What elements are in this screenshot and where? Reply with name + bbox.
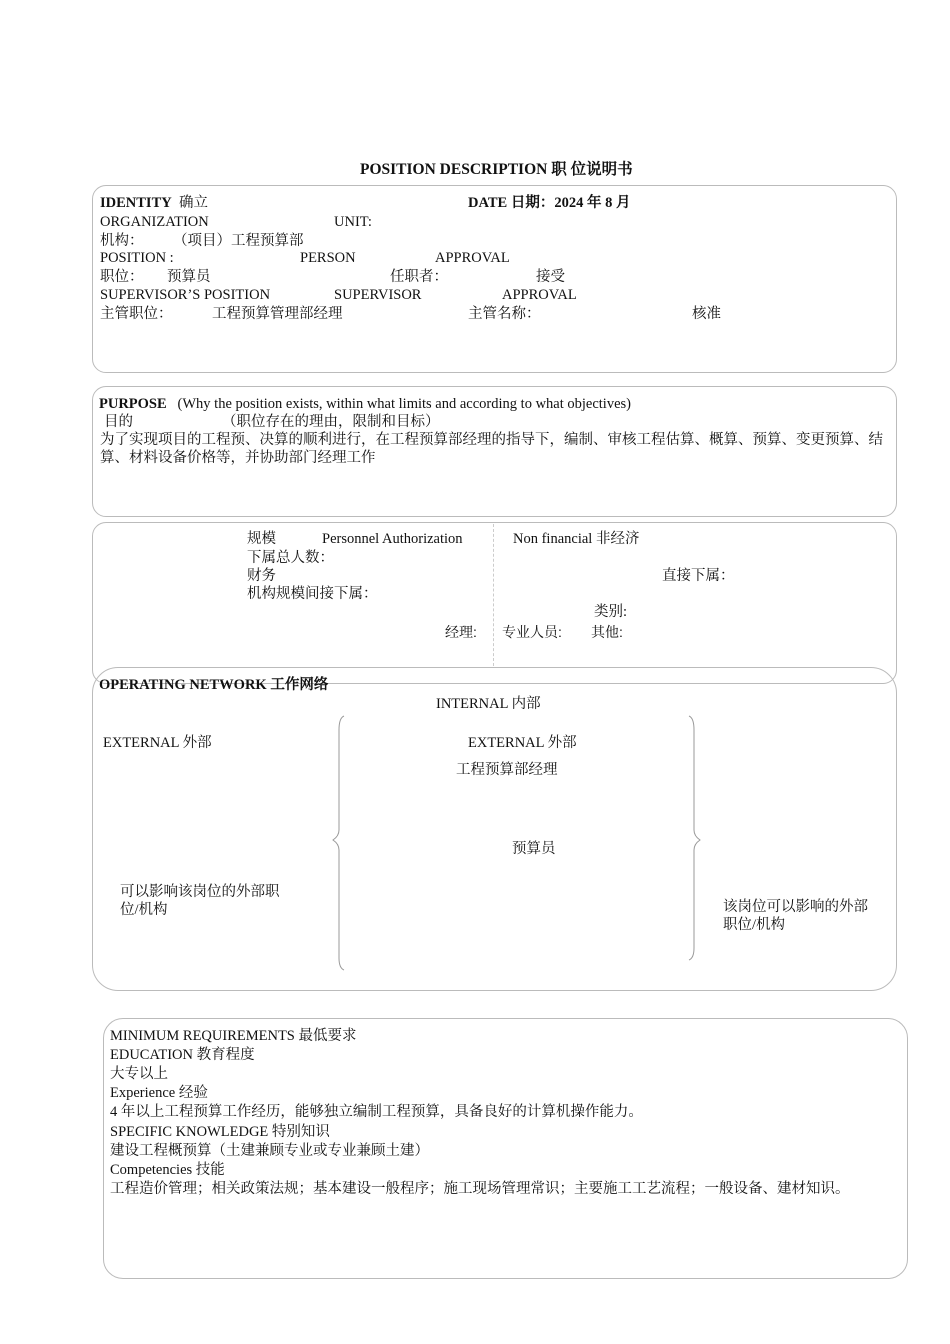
position-node: 预算员 <box>512 841 556 857</box>
indirect-subordinates-label: 机构规模间接下属： <box>247 586 378 602</box>
category-label: 类别: <box>594 604 628 620</box>
network-heading: OPERATING NETWORK 工作网络 <box>99 677 329 693</box>
organization-value: （项目）工程预算部 <box>173 233 304 249</box>
experience-label: Experience 经验 <box>110 1085 208 1101</box>
purpose-subtitle-cn: （职位存在的理由，限制和目标） <box>222 414 440 430</box>
supervisor-position-value: 工程预算管理部经理 <box>212 306 343 322</box>
manager-count-label: 经理: <box>445 624 477 640</box>
date-field: DATE 日期：2024 年 8 月 <box>468 195 631 211</box>
scale-divider <box>493 524 494 666</box>
person-label: PERSON <box>300 250 356 266</box>
personnel-authorization-label: Personnel Authorization <box>322 531 463 547</box>
identity-section <box>92 185 897 373</box>
position-label: POSITION : <box>100 250 174 266</box>
other-count-label: 其他: <box>591 624 623 640</box>
manager-node: 工程预算部经理 <box>456 762 558 778</box>
approval-label: APPROVAL <box>435 250 510 266</box>
non-financial-label: Non financial 非经济 <box>513 531 640 547</box>
purpose-label-cn: 目的 <box>104 414 133 430</box>
requirements-heading: MINIMUM REQUIREMENTS 最低要求 <box>110 1028 357 1044</box>
external-left-label: EXTERNAL 外部 <box>103 735 212 751</box>
external-influenced-note: 该岗位可以影响的外部职位/机构 <box>723 899 868 933</box>
scale-label: 规模 <box>247 531 276 547</box>
internal-label: INTERNAL 内部 <box>436 696 541 712</box>
education-label: EDUCATION 教育程度 <box>110 1047 255 1063</box>
organization-label: ORGANIZATION <box>100 214 209 230</box>
identity-label-cn: 确立 <box>178 195 208 211</box>
knowledge-value: 建设工程概预算（土建兼顾专业或专业兼顾土建） <box>110 1143 429 1159</box>
page-title: POSITION DESCRIPTION 职 位说明书 <box>360 161 633 178</box>
incumbent-label: 任职者： <box>390 269 448 285</box>
knowledge-label: SPECIFIC KNOWLEDGE 特别知识 <box>110 1124 330 1140</box>
identity-label: IDENTITY <box>100 195 172 211</box>
supervisor-position-cn-label: 主管职位： <box>100 306 173 322</box>
position-cn-label: 职位： <box>100 269 144 285</box>
position-value: 预算员 <box>167 269 211 285</box>
scale-section <box>92 522 897 684</box>
competencies-label: Competencies 技能 <box>110 1162 225 1178</box>
accept-label: 接受 <box>536 269 565 285</box>
direct-subordinates-label: 直接下属： <box>662 568 735 584</box>
professional-count-label: 专业人员: <box>502 624 562 640</box>
approval2-label: APPROVAL <box>502 287 577 303</box>
competencies-value: 工程造价管理；相关政策法规；基本建设一般程序；施工现场管理常识；主要施工工艺流程；一般设备、建材知识。 <box>110 1181 850 1197</box>
purpose-text: 为了实现项目的工程预、决算的顺利进行，在工程预算部经理的指导下，编制、审核工程估算、概算、预算、变更预算、结算、材料设备价格等，并协助部门经理工作 <box>100 432 883 466</box>
subordinates-total-label: 下属总人数： <box>247 550 334 566</box>
supervisor-label: SUPERVISOR <box>334 287 422 303</box>
identity-heading <box>100 194 208 212</box>
finance-label: 财务 <box>247 568 276 584</box>
experience-value: 4 年以上工程预算工作经历，能够独立编制工程预算，具备良好的计算机操作能力。 <box>110 1104 643 1120</box>
external-influencers-note: 可以影响该岗位的外部职位/机构 <box>120 884 280 918</box>
unit-label: UNIT: <box>334 214 372 230</box>
purpose-label: PURPOSE <box>99 396 167 412</box>
purpose-subtitle: (Why the position exists, within what limits and according to what objectives) <box>177 396 631 412</box>
supervisor-position-label: SUPERVISOR’S POSITION <box>100 287 271 303</box>
supervisor-name-label: 主管名称： <box>468 306 541 322</box>
approve-label: 核准 <box>692 306 721 322</box>
organization-cn-label: 机构： <box>100 233 144 249</box>
education-value: 大专以上 <box>110 1066 168 1082</box>
purpose-heading <box>99 395 631 413</box>
external-center-label: EXTERNAL 外部 <box>468 735 577 751</box>
internal-bracket-icon <box>330 712 705 974</box>
